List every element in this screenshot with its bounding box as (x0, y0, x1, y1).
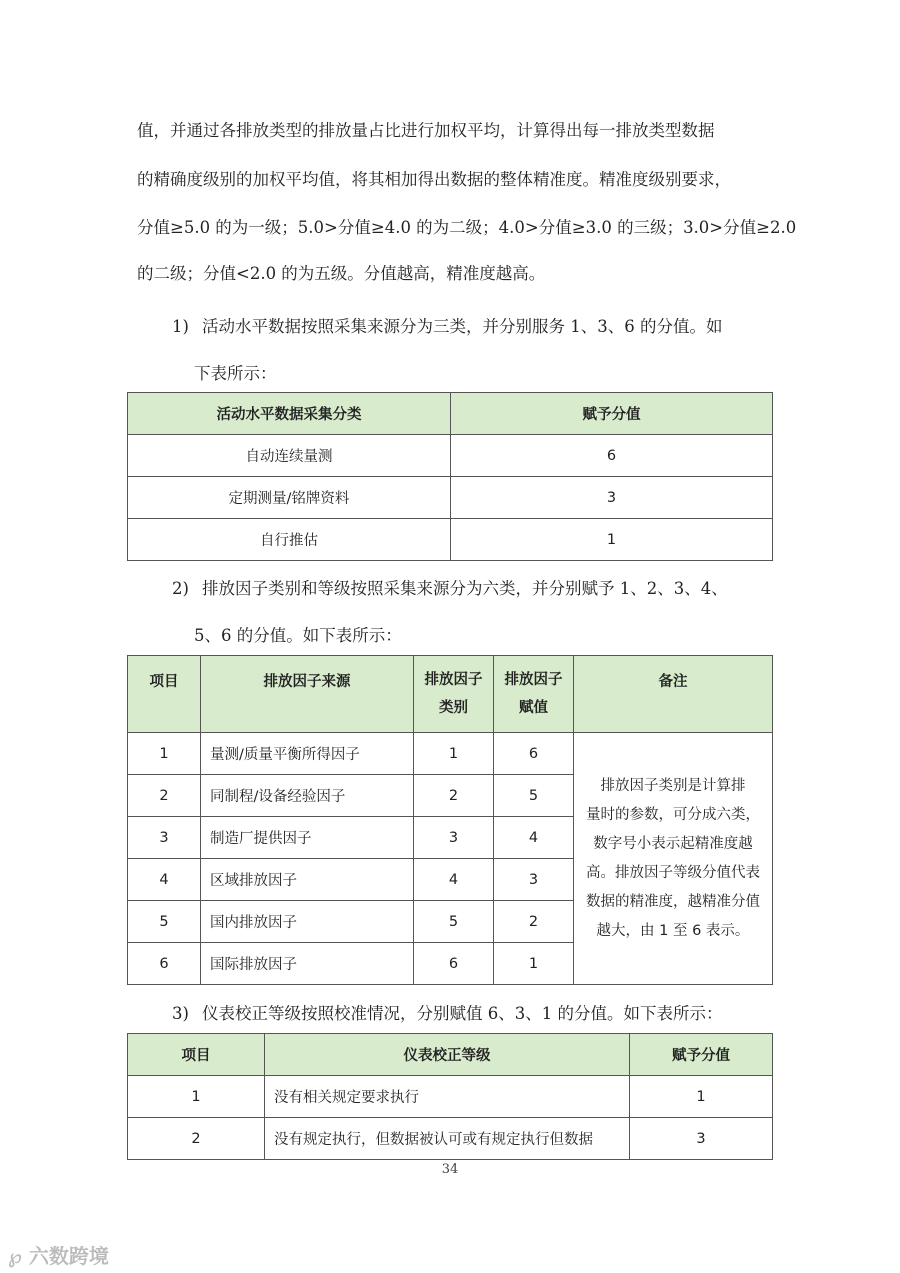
table-cell: 1 (414, 733, 494, 775)
remark-line: 高。排放因子等级分值代表 (586, 864, 760, 881)
table-cell: 量测/质量平衡所得因子 (201, 733, 414, 775)
table-row (128, 477, 773, 519)
table-cell: 2 (128, 1118, 265, 1160)
table-cell: 3 (414, 817, 494, 859)
table-cell: 制造厂提供因子 (201, 817, 414, 859)
table-header: 赋予分值 (630, 1034, 773, 1076)
list-item-2-continued: 5、6 的分值。如下表所示： (194, 626, 402, 645)
list-item-text: 活动水平数据按照采集来源分为三类，并分别服务 1、3、6 的分值。如 (202, 317, 723, 336)
table-cell: 5 (494, 775, 574, 817)
remark-line: 数字号小表示起精准度越 (593, 835, 753, 852)
table-cell: 2 (494, 901, 574, 943)
list-item-number: 1) (172, 317, 189, 336)
watermark-text: 六数跨境 (28, 1244, 109, 1268)
list-item-1-continued: 下表所示： (194, 364, 277, 383)
paragraph-line: 值，并通过各排放类型的排放量占比进行加权平均，计算得出每一排放类型数据 (137, 121, 715, 140)
table-cell: 1 (128, 1076, 265, 1118)
table-row (128, 435, 773, 477)
table-header-line: 类别 (439, 700, 468, 716)
table-row (128, 519, 773, 561)
table-cell: 2 (128, 775, 201, 817)
remark-line: 越大，由 1 至 6 表示。 (596, 922, 750, 939)
table-cell: 区域排放因子 (201, 859, 414, 901)
table-cell: 2 (414, 775, 494, 817)
table-cell: 自行推估 (128, 519, 451, 561)
table-cell: 定期测量/铭牌资料 (128, 477, 451, 519)
table-header-line: 排放因子 (424, 672, 483, 688)
table-header: 活动水平数据采集分类 (128, 393, 451, 435)
table-header: 排放因子来源 (201, 656, 414, 733)
table-cell: 6 (451, 435, 773, 477)
table-cell: 自动连续量测 (128, 435, 451, 477)
table-header: 仪表校正等级 (265, 1034, 630, 1076)
table-cell: 3 (128, 817, 201, 859)
table-cell: 没有相关规定要求执行 (265, 1076, 630, 1118)
list-item-number: 2) (172, 579, 189, 598)
watermark-icon: ℘ (8, 1244, 22, 1268)
table-header: 赋予分值 (451, 393, 773, 435)
table-cell: 6 (128, 943, 201, 985)
table-cell: 同制程/设备经验因子 (201, 775, 414, 817)
activity-data-score-table (127, 392, 773, 561)
table-header-line: 排放因子 (504, 672, 563, 688)
table-header: 项目 (128, 656, 201, 733)
table-cell: 1 (128, 733, 201, 775)
table-cell: 1 (630, 1076, 773, 1118)
page-number: 34 (441, 1162, 459, 1177)
table-row (128, 1118, 773, 1160)
table-cell: 1 (451, 519, 773, 561)
table-header (414, 656, 494, 733)
paragraph-line: 分值≥5.0 的为一级；5.0>分值≥4.0 的为二级；4.0>分值≥3.0 的三级；3.0>分值≥2.0 (137, 218, 797, 237)
table-cell: 6 (494, 733, 574, 775)
list-item-1 (172, 313, 722, 337)
table-cell: 3 (451, 477, 773, 519)
remark-cell (574, 733, 773, 985)
table-row (128, 1076, 773, 1118)
table-cell: 4 (414, 859, 494, 901)
table-cell: 4 (494, 817, 574, 859)
table-header-row (128, 1034, 773, 1076)
table-cell: 5 (414, 901, 494, 943)
table-cell: 4 (128, 859, 201, 901)
remark-line: 排放因子类别是计算排 (600, 777, 746, 794)
remark-line: 数据的精准度，越精准分值 (586, 893, 760, 910)
table-header-line: 赋值 (519, 700, 548, 716)
table-header (494, 656, 574, 733)
meter-calibration-table (127, 1033, 773, 1160)
list-item-text: 仪表校正等级按照校准情况，分别赋值 6、3、1 的分值。如下表所示： (202, 1004, 723, 1023)
table-cell: 6 (414, 943, 494, 985)
table-cell: 3 (494, 859, 574, 901)
list-item-text: 排放因子类别和等级按照采集来源分为六类，并分别赋予 1、2、3、4、 (202, 579, 728, 598)
table-header-row (128, 393, 773, 435)
emission-factor-table (127, 655, 773, 985)
table-cell: 国际排放因子 (201, 943, 414, 985)
list-item-3 (172, 1000, 722, 1024)
paragraph-line: 的精确度级别的加权平均值，将其相加得出数据的整体精准度。精准度级别要求， (137, 170, 731, 189)
table-cell: 国内排放因子 (201, 901, 414, 943)
paragraph-line: 的二级；分值<2.0 的为五级。分值越高，精准度越高。 (137, 264, 546, 283)
list-item-number: 3) (172, 1004, 189, 1023)
list-item-2 (172, 575, 728, 599)
table-cell: 1 (494, 943, 574, 985)
remark-line: 量时的参数，可分成六类， (586, 806, 760, 823)
table-header: 备注 (574, 656, 773, 733)
watermark (8, 1240, 109, 1269)
table-header: 项目 (128, 1034, 265, 1076)
table-header-row (128, 656, 773, 733)
table-cell: 3 (630, 1118, 773, 1160)
table-cell: 没有规定执行，但数据被认可或有规定执行但数据 (265, 1118, 630, 1160)
table-cell: 5 (128, 901, 201, 943)
table-row (128, 733, 773, 775)
